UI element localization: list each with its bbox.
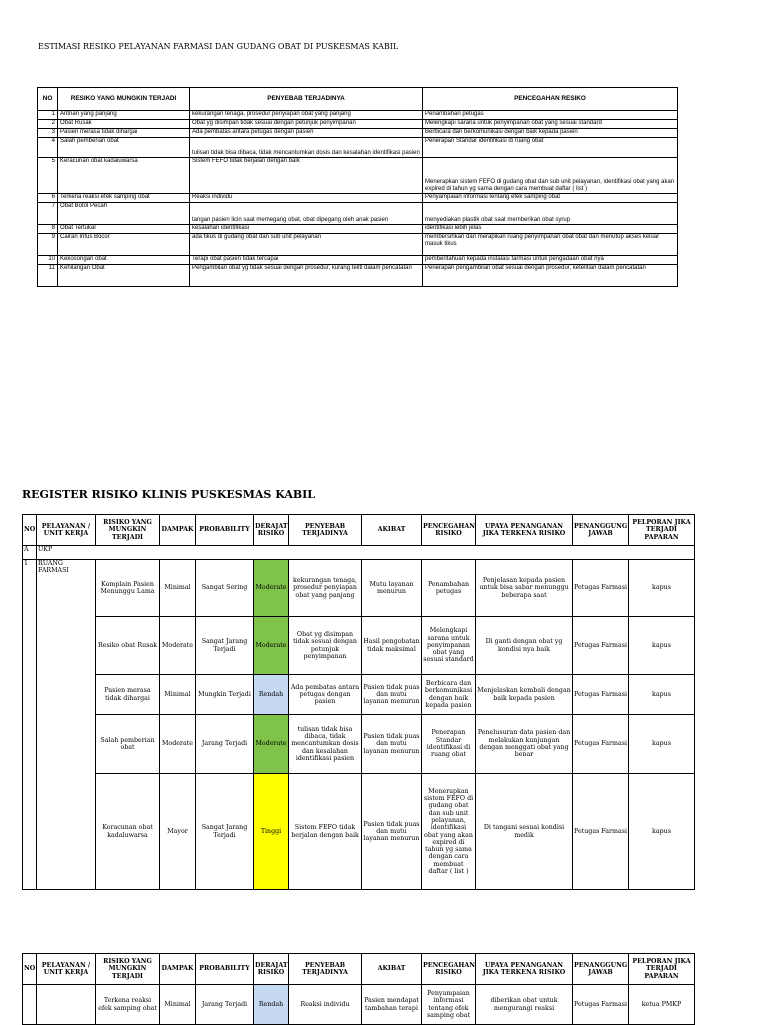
table-row [38, 111, 678, 120]
register-cell-report: kapus [629, 715, 695, 774]
register-cell-effect: Pasien tidak puas dan mutu layanan menurun [362, 675, 422, 715]
register-header-row [23, 954, 695, 985]
cell-no: 4 [38, 138, 58, 158]
register-cell-impact: Mayor [160, 774, 196, 890]
register-cell-effect: Pasien tidak puas dan mutu layanan menurun [362, 774, 422, 890]
cell-cause: kekurangan tenaga, prosedur penyiapan obat yang panjang [190, 111, 423, 120]
table-row [38, 225, 678, 234]
register-cell-prob: Sangat Sering [196, 560, 254, 617]
cell-cause: Reaksi individu [190, 194, 423, 203]
cell-cause: Obat yg disimpan tidak sesuai dengan petunjuk penyimpanan [190, 120, 423, 129]
register-header-cell: PENANGGUNG JAWAB [573, 515, 629, 546]
register-cell-pic: Petugas Farmasi [573, 985, 629, 1025]
register-cell-cause: Obat yg disimpan tidak sesuai dengan petunjuk penyimpanan [289, 617, 362, 675]
header-no: NO [38, 88, 58, 111]
register-header-cell: RISIKO YANG MUNGKIN TERJADI [96, 954, 160, 985]
unit-no: 1 [23, 560, 37, 890]
register-cell-handling: Di tangani sesuai kondisi medik [476, 774, 573, 890]
register-cell-prevent: Penyampaian informasi tentang efek samping obat [422, 985, 476, 1025]
cell-no: 8 [38, 225, 58, 234]
register-cell-prevent: Penerapan Standar identifikasi di ruang obat [422, 715, 476, 774]
table-row [38, 158, 678, 194]
cell-risk: Obat Tertukar [58, 225, 190, 234]
header-risk: RESIKO YANG MUNGKIN TERJADI [58, 88, 190, 111]
register-cell-report: kapus [629, 560, 695, 617]
register-cell-report: kapus [629, 774, 695, 890]
cell-risk: Obat Botol Pecah [58, 203, 190, 225]
register-cell-risk: Pasien merasa tidak dihargai [96, 675, 160, 715]
table-row [38, 138, 678, 158]
cell-risk: Cairan Infus Bocor [58, 234, 190, 256]
cell-prevent: menyediakan plastik obat saat memberikan obat syrup [423, 203, 678, 225]
register-cell-prob: Jarang Terjadi [196, 985, 254, 1025]
register-cell-report: kapus [629, 675, 695, 715]
register-cell-risk: Komplain Pasien Menunggu Lama [96, 560, 160, 617]
cell-prevent: Penyampaian informasi tentang efek samping obat [423, 194, 678, 203]
cell-prevent: membersihkan dan merapikan ruang penyimpanan obat obat dan menutup akses keluar masuk tikus [423, 234, 678, 256]
cell-risk: Salah pemberian obat [58, 138, 190, 158]
register-cell-prob: Jarang Terjadi [196, 715, 254, 774]
register-header-cell: NO [23, 954, 37, 985]
cell-prevent: Melengkapi sarana untuk penyimpanan obat yang sesuai standard [423, 120, 678, 129]
register-header-cell: PELPORAN JIKA TERJADI PAPARAN [629, 515, 695, 546]
register-cell-handling: Di ganti dengan obat yg kondisi nya baik [476, 617, 573, 675]
risk-register-table-continued [22, 953, 695, 1025]
table-row [38, 129, 678, 138]
cell-risk: Keracunan obat kadaluwarsa [58, 158, 190, 194]
register-header-cell: PENCEGAHAN RISIKO [422, 515, 476, 546]
cell-no: 2 [38, 120, 58, 129]
register-cell-handling: Menjelaskan kembali dengan baik kepada pasien [476, 675, 573, 715]
register-header-row [23, 515, 695, 546]
cell-cause: Ada pembatas antara petugas dengan pasien [190, 129, 423, 138]
register-cell-pic: Petugas Farmasi [573, 675, 629, 715]
register-cell-handling: Penjelasan kepada pasien untuk bisa sabar menunggu beberapa saat [476, 560, 573, 617]
cell-prevent: Berbicara dan berkomunikasi dengan baik kepada pasien [423, 129, 678, 138]
cell-prevent: Penerapan pengambilan obat sesuai dengan prosedur, ketelitian dalam pencatatan [423, 265, 678, 287]
register-cell-risk: Terkena reaksi efek samping obat [96, 985, 160, 1025]
cell-risk: Obat Rusak [58, 120, 190, 129]
table-row [38, 203, 678, 225]
register-cell-level: Moderate [254, 715, 289, 774]
cell-cause: Pengambilan obat yg tidak sesuai dengan prosedur, kurang teliti dalam pencatatan [190, 265, 423, 287]
register-header-cell: PELAYANAN / UNIT KERJA [37, 515, 96, 546]
register-cell-risk: Salah pemberian obat [96, 715, 160, 774]
register-header-cell: PENYEBAB TERJADINYA [289, 515, 362, 546]
register-cell-prevent: Melengkapi sarana untuk penyimpanan obat yang sesuai standard [422, 617, 476, 675]
register-cell-pic: Petugas Farmasi [573, 715, 629, 774]
cell-prevent: identifikasi lebih jelas [423, 225, 678, 234]
header-prevention: PENCEGAHAN RESIKO [423, 88, 678, 111]
register-header-cell: DAMPAK [160, 954, 196, 985]
register-cell-prob: Mungkin Terjadi [196, 675, 254, 715]
section-no: A [23, 546, 37, 560]
register-cell-handling: Penelusuran data pasien dan melakukan kunjungan dengan menggati obat yang benar [476, 715, 573, 774]
cell-cause: kesalahan identifikasi [190, 225, 423, 234]
cell-no: 1 [38, 111, 58, 120]
unit-no-empty [23, 985, 37, 1025]
cell-risk: Terkena reaksi efek samping obat [58, 194, 190, 203]
cell-risk: Antrian yang panjang [58, 111, 190, 120]
register-cell-prevent: Menerapkan sistem FEFO di gudang obat dan sub unit pelayanan, identifikasi obat yang akan expired di tahun yg sama dengan cara membuat daftar ( list ) [422, 774, 476, 890]
register-header-cell: DERAJAT RISIKO [254, 954, 289, 985]
cell-cause: ada tikus di gudang obat dan sub unit pelayanan [190, 234, 423, 256]
register-cell-level: Moderate [254, 617, 289, 675]
register-header-cell: DERAJAT RISIKO [254, 515, 289, 546]
cell-no: 6 [38, 194, 58, 203]
cell-no: 3 [38, 129, 58, 138]
register-row [23, 715, 695, 774]
register-cell-cause: Reaksi individu [289, 985, 362, 1025]
register-header-cell: UPAYA PENANGANAN JIKA TERKENA RISIKO [476, 954, 573, 985]
register-cell-pic: Petugas Farmasi [573, 617, 629, 675]
cell-prevent: Penambahan petugas [423, 111, 678, 120]
cell-cause: Sistem FEFO tidak berjalan dengan baik [190, 158, 423, 194]
register-row [23, 774, 695, 890]
unit-label: RUANG FARMASI [37, 560, 96, 890]
estimation-title: ESTIMASI RESIKO PELAYANAN FARMASI DAN GUDANG OBAT DI PUSKESMAS KABIL [38, 42, 399, 51]
cell-prevent: Penerapan Standar identifikasi di ruang obat [423, 138, 678, 158]
register-cell-pic: Petugas Farmasi [573, 774, 629, 890]
register-row [23, 985, 695, 1025]
cell-no: 7 [38, 203, 58, 225]
cell-prevent: pemberitahuan kepada instalasi farmasi untuk pengadaan obat nya [423, 256, 678, 265]
register-cell-effect: Hasil pengobatan tidak maksimal [362, 617, 422, 675]
register-header-cell: PELAYANAN / UNIT KERJA [37, 954, 96, 985]
register-cell-effect: Mutu layanan menurun [362, 560, 422, 617]
register-title: REGISTER RISIKO KLINIS PUSKESMAS KABIL [22, 488, 316, 501]
risk-register-table [22, 514, 695, 890]
register-header-cell: AKIBAT [362, 954, 422, 985]
table-row [38, 256, 678, 265]
table-header-row [38, 88, 678, 111]
register-header-cell: PROBABILITY [196, 515, 254, 546]
register-cell-report: ketua PMKP [629, 985, 695, 1025]
register-cell-risk: Keracunan obat kadaluwarsa [96, 774, 160, 890]
register-header-cell: AKIBAT [362, 515, 422, 546]
register-cell-prob: Sangat Jarang Terjadi [196, 617, 254, 675]
section-label: UKP [37, 546, 695, 560]
register-cell-prevent: Penambahan petugas [422, 560, 476, 617]
cell-prevent: Menerapkan sistem FEFO di gudang obat dan sub unit pelayanan, identifikasi obat yang akan expired di tahun yg sama dengan cara membuat daftar ( list ) [423, 158, 678, 194]
register-header-cell: UPAYA PENANGANAN JIKA TERKENA RISIKO [476, 515, 573, 546]
register-cell-pic: Petugas Farmasi [573, 560, 629, 617]
cell-no: 5 [38, 158, 58, 194]
register-header-cell: DAMPAK [160, 515, 196, 546]
table-row [38, 120, 678, 129]
register-header-cell: RISIKO YANG MUNGKIN TERJADI [96, 515, 160, 546]
register-row [23, 617, 695, 675]
register-cell-prob: Sangat Jarang Terjadi [196, 774, 254, 890]
register-cell-effect: Pasien mendapat tambahan terapi [362, 985, 422, 1025]
register-cell-cause: Sistem FEFO tidak berjalan dengan baik [289, 774, 362, 890]
table-row [38, 265, 678, 287]
cell-no: 9 [38, 234, 58, 256]
register-header-cell: PENANGGUNG JAWAB [573, 954, 629, 985]
table-row [38, 194, 678, 203]
register-cell-report: kapus [629, 617, 695, 675]
cell-no: 10 [38, 256, 58, 265]
register-cell-level: Moderate [254, 560, 289, 617]
register-cell-cause: tulisan tidak bisa dibaca, tidak mencantumkan dosis dan kesalahan identifikasi pasien [289, 715, 362, 774]
register-header-cell: NO [23, 515, 37, 546]
header-cause: PENYEBAB TERJADINYA [190, 88, 423, 111]
register-cell-level: Rendah [254, 985, 289, 1025]
register-cell-handling: diberikan obat untuk mengurangi reaksi [476, 985, 573, 1025]
cell-cause: Terapi obat pasien tidak tercapai [190, 256, 423, 265]
risk-estimation-table [37, 87, 678, 287]
register-cell-level: Tinggi [254, 774, 289, 890]
cell-risk: Pasien merasa tidak dihargai [58, 129, 190, 138]
cell-cause: tangan pasien licin saat memegang obat, obat dipegang oleh anak pasien [190, 203, 423, 225]
register-header-cell: PELPORAN JIKA TERJADI PAPARAN [629, 954, 695, 985]
register-header-cell: PENCEGAHAN RISIKO [422, 954, 476, 985]
register-cell-risk: Resiko obat Rusak [96, 617, 160, 675]
register-header-cell: PROBABILITY [196, 954, 254, 985]
register-row [23, 675, 695, 715]
register-cell-cause: kekurangan tenaga, prosedur penyiapan obat yang panjang [289, 560, 362, 617]
register-cell-impact: Minimal [160, 675, 196, 715]
register-cell-effect: Pasien tidak puas dan mutu layanan menurun [362, 715, 422, 774]
table-row [38, 234, 678, 256]
unit-label-empty [37, 985, 96, 1025]
cell-risk: Kekosongan obat [58, 256, 190, 265]
register-header-cell: PENYEBAB TERJADINYA [289, 954, 362, 985]
register-row [23, 560, 695, 617]
register-cell-level: Rendah [254, 675, 289, 715]
cell-no: 11 [38, 265, 58, 287]
register-cell-impact: Minimal [160, 985, 196, 1025]
section-row [23, 546, 695, 560]
register-cell-impact: Moderate [160, 617, 196, 675]
cell-risk: Kehilangan Obat [58, 265, 190, 287]
register-cell-prevent: Berbicara dan berkomunikasi dengan baik kepada pasien [422, 675, 476, 715]
cell-cause: tulisan tidak bisa dibaca, tidak mencantumkan dosis dan kesalahan identifikasi pasien [190, 138, 423, 158]
register-cell-impact: Moderate [160, 715, 196, 774]
register-cell-cause: Ada pembatas antara petugas dengan pasien [289, 675, 362, 715]
register-cell-impact: Minimal [160, 560, 196, 617]
